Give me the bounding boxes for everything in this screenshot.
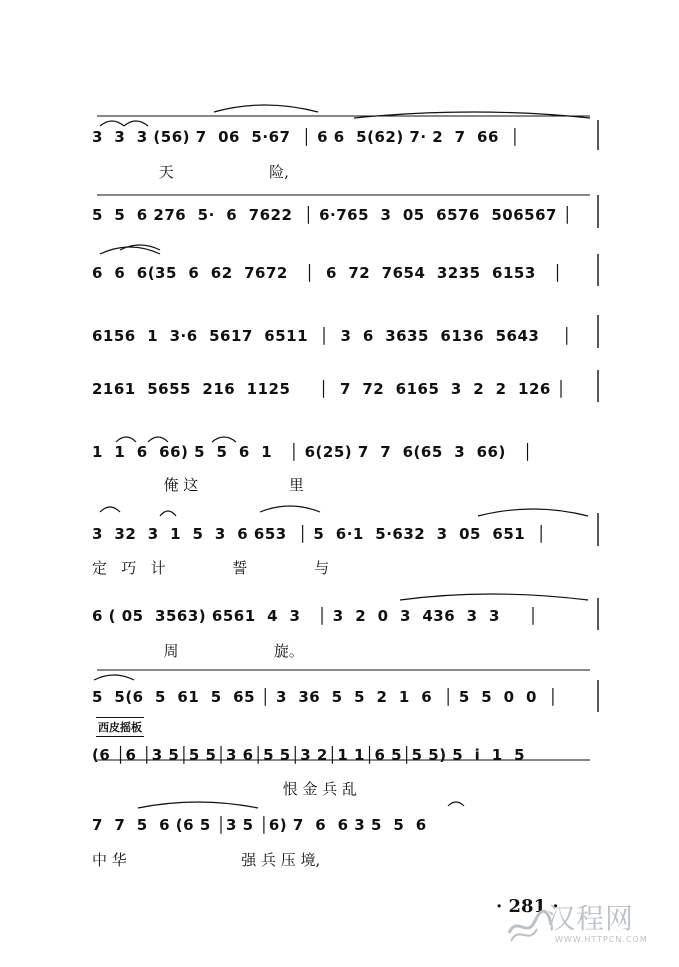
staff-row <box>92 264 602 304</box>
lyric-line: 天 险, <box>92 163 289 181</box>
lyric-line: 俺 这 里 <box>92 476 304 494</box>
staff-row <box>92 206 602 246</box>
page-number: · 281 · <box>496 896 559 917</box>
staff-row <box>92 688 602 728</box>
slur-mark <box>354 112 590 118</box>
notation-line: 1 1 6 66) 5 5 6 1 │ 6(25) 7 7 6(65 3 66) │ <box>92 443 533 461</box>
slur-mark <box>94 675 134 680</box>
lyric-line: 定 巧 计 誓 与 <box>92 559 330 577</box>
notation-line: (6 │6 │3 5│5 5│3 6│5 5│3 2│1 1│6 5│5 5) 5 i 1 5 <box>92 746 526 764</box>
slur-mark <box>260 506 320 512</box>
slur-mark <box>124 121 148 126</box>
notation-line: 3 3 3 (56) 7 06 5·67 │ 6 6 5(62) 7· 2 7 66 │ <box>92 128 520 146</box>
notation-line: 3 32 3 1 5 3 6 653 │ 5 6·1 5·632 3 05 651 │ <box>92 525 547 543</box>
slur-mark <box>100 121 124 126</box>
notation-line: 6 ( 05 3563) 6561 4 3 │ 3 2 0 3 436 3 3 │ <box>92 607 539 625</box>
section-label: 西皮摇板 <box>96 717 144 737</box>
lyric-line: 周 旋。 <box>92 642 304 660</box>
slur-mark <box>116 437 136 442</box>
staff-row <box>92 327 602 367</box>
watermark-text: 汉程网 <box>547 902 635 935</box>
staff-row <box>92 128 602 181</box>
slur-mark <box>212 437 236 442</box>
lyric-line: 中 华 强 兵 压 境, <box>92 851 321 869</box>
slur-mark <box>100 507 120 512</box>
slur-mark <box>478 509 588 516</box>
notation-line: 2161 5655 216 1125 │ 7 72 6165 3 2 2 126 │ <box>92 380 567 398</box>
notation-line: 6156 1 3·6 5617 6511 │ 3 6 3635 6136 5643 │ <box>92 327 572 345</box>
staff-row <box>92 816 602 869</box>
notation-line: 5 5(6 5 61 5 65 │ 3 36 5 5 2 1 6 │ 5 5 0 0 │ <box>92 688 558 706</box>
staff-row <box>92 380 602 420</box>
watermark-url: WWW.HTTPCN.COM <box>555 935 648 944</box>
notation-line: 5 5 6 276 5· 6 7622 │ 6·765 3 05 6576 506567 │ <box>92 206 573 224</box>
watermark-logo <box>505 895 675 955</box>
slur-mark <box>400 594 588 600</box>
slur-mark <box>138 802 258 808</box>
notation-line: 6 6 6(35 6 62 7672 │ 6 72 7654 3235 6153 │ <box>92 264 563 282</box>
staff-row <box>92 525 602 577</box>
staff-row <box>92 746 602 798</box>
slur-mark <box>214 105 318 112</box>
lyric-line: 恨 金 兵 乱 <box>92 780 358 798</box>
slur-mark <box>100 247 160 254</box>
staff-row <box>92 443 602 494</box>
slur-mark <box>448 802 464 806</box>
notation-line: 7 7 5 6 (6 5 │3 5 │6) 7 6 6 3 5 5 6 <box>92 816 427 834</box>
staff-row <box>92 607 602 660</box>
slur-mark <box>148 437 168 442</box>
slur-mark <box>160 511 176 516</box>
